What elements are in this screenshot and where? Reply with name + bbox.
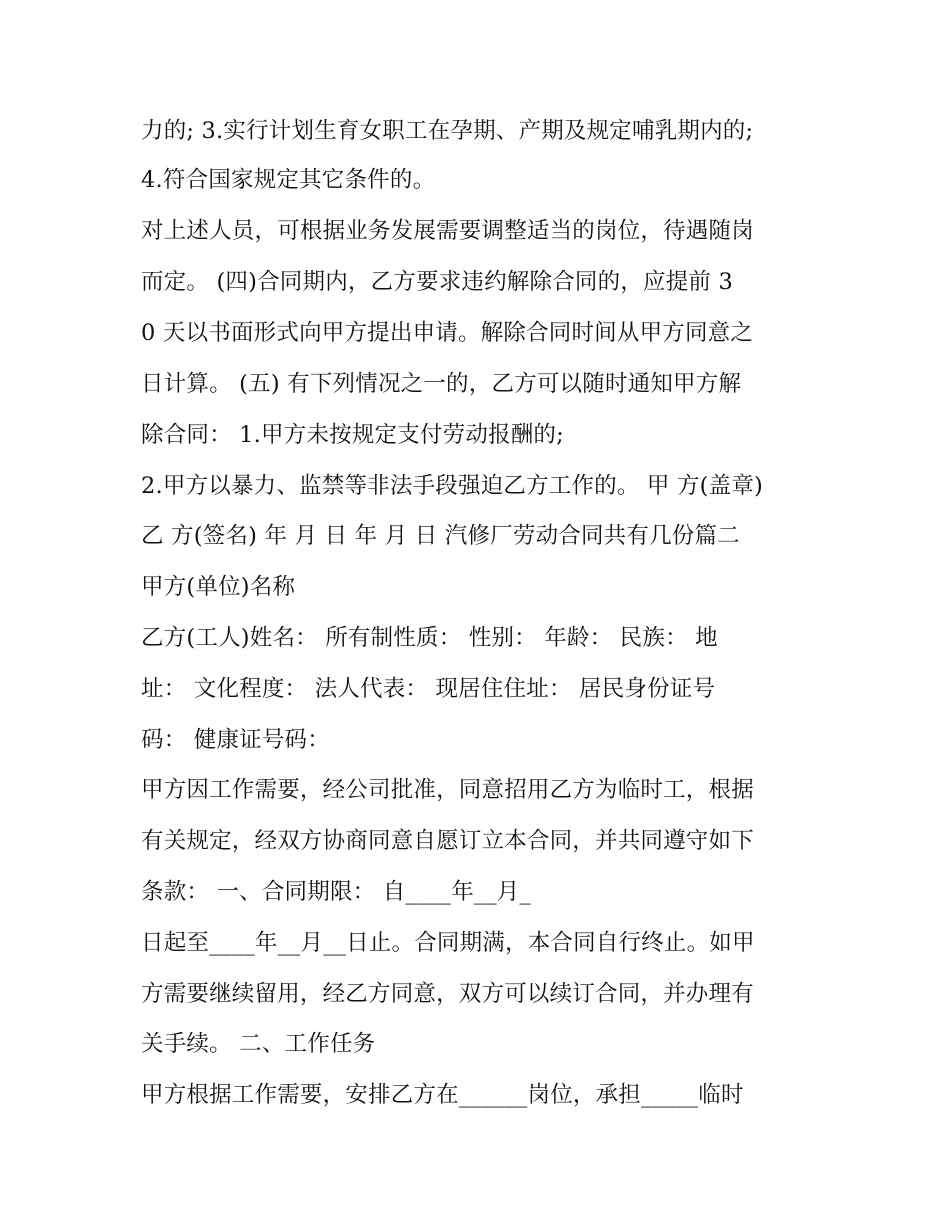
text-line: 除合同： 1.甲方未按规定支付劳动报酬的; — [141, 422, 564, 448]
text-line: 0 天以书面形式向甲方提出申请。解除合同时间从甲方同意之 — [141, 320, 754, 346]
text-line: 日计算。 (五) 有下列情况之一的，乙方可以随时通知甲方解 — [141, 371, 742, 397]
text-line: 条款： 一、合同期限： 自____年__月_ — [141, 879, 531, 905]
text-line: 关手续。 二、工作任务 — [141, 1031, 376, 1057]
text-line: 有关规定，经双方协商同意自愿订立本合同，并共同遵守如下 — [141, 828, 754, 854]
text-line: 甲方根据工作需要，安排乙方在______岗位，承担_____临时 — [141, 1082, 744, 1108]
text-line: 日起至____年__月__日止。合同期满，本合同自行终止。如甲 — [141, 930, 755, 956]
text-line: 乙方(工人)姓名： 所有制性质： 性别： 年龄： 民族： 地 — [141, 625, 718, 651]
text-line: 而定。 (四)合同期内，乙方要求违约解除合同的，应提前 3 — [141, 269, 733, 295]
text-line: 力的; 3.实行计划生育女职工在孕期、产期及规定哺乳期内的; — [141, 118, 754, 144]
text-line: 甲方因工作需要，经公司批准，同意招用乙方为临时工，根据 — [141, 777, 754, 803]
text-line: 乙 方(签名) 年 月 日 年 月 日 汽修厂劳动合同共有几份篇二 — [141, 523, 740, 549]
text-line: 方需要继续留用，经乙方同意，双方可以续订合同，并办理有 — [141, 981, 754, 1007]
text-line: 址： 文化程度： 法人代表： 现居住住址： 居民身份证号 — [141, 676, 716, 702]
text-line: 2.甲方以暴力、监禁等非法手段强迫乙方工作的。 甲 方(盖章) — [141, 473, 764, 499]
text-line: 4.符合国家规定其它条件的。 — [141, 167, 436, 193]
text-line: 甲方(单位)名称 — [141, 574, 296, 600]
text-line: 码： 健康证号码： — [141, 727, 330, 753]
text-line: 对上述人员，可根据业务发展需要调整适当的岗位，待遇随岗 — [141, 218, 754, 244]
